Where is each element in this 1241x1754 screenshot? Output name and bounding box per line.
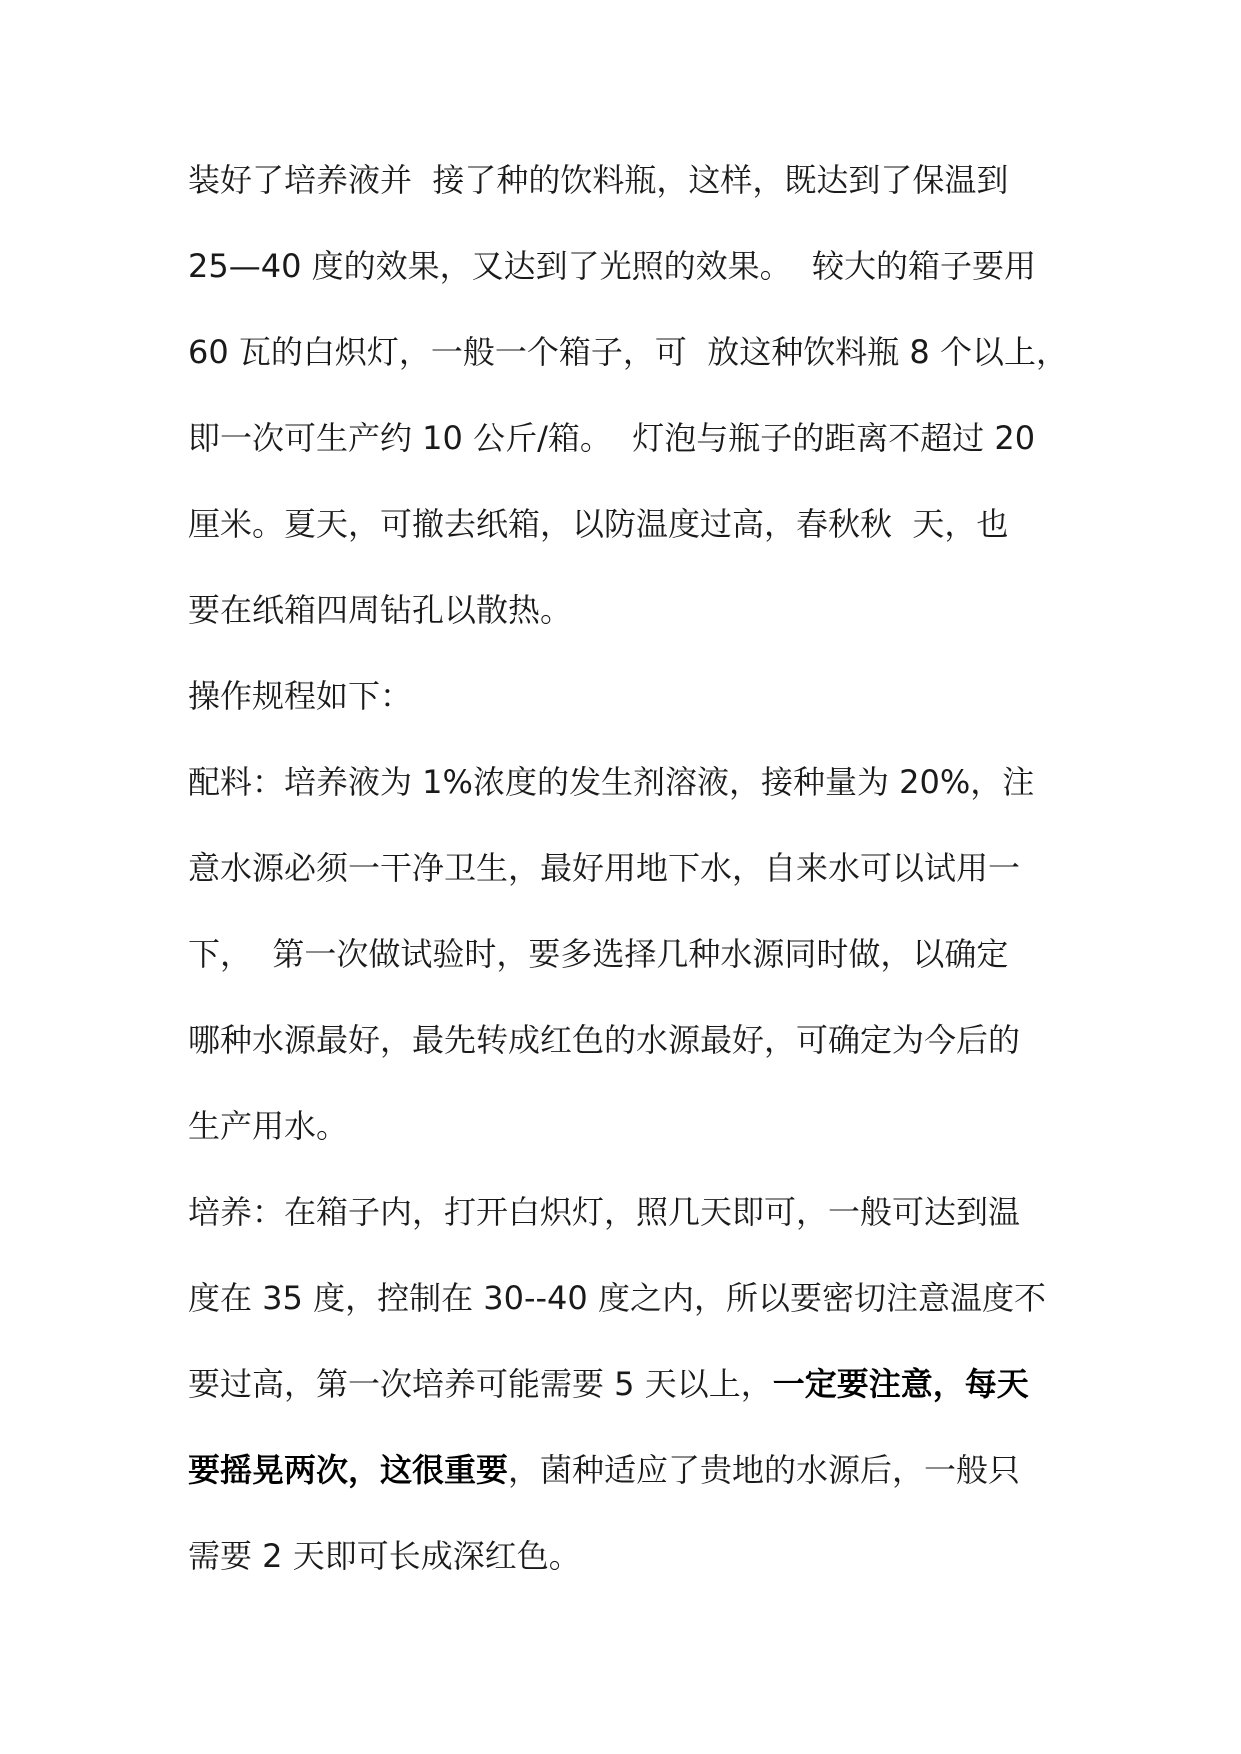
text-line	[188, 1354, 1088, 1440]
text-line: 装好了培养液并 接了种的饮料瓶，这样，既达到了保温到	[188, 161, 1009, 199]
text-line: 配料：培养液为 1%浓度的发生剂溶液，接种量为 20%，注	[188, 763, 1035, 801]
text-line: 厘米。夏天，可撤去纸箱，以防温度过高，春秋秋 天，也	[188, 505, 1009, 543]
text-line	[188, 1440, 1088, 1526]
text-line: 意水源必须一干净卫生，最好用地下水，自来水可以试用一	[188, 849, 1021, 887]
text-line: 60 瓦的白炽灯，一般一个箱子，可 放这种饮料瓶 8 个以上，	[188, 333, 1068, 371]
text-line: 哪种水源最好，最先转成红色的水源最好，可确定为今后的	[188, 1021, 1021, 1059]
text-line: 即一次可生产约 10 公斤/箱。 灯泡与瓶子的距离不超过 20	[188, 419, 1036, 457]
text-line: 25—40 度的效果，又达到了光照的效果。 较大的箱子要用	[188, 247, 1036, 285]
text-run: ，菌种适应了贵地的水源后，一般只	[508, 1451, 1021, 1489]
document-body	[188, 150, 1088, 1612]
text-line: 度在 35 度，控制在 30--40 度之内，所以要密切注意温度不	[188, 1279, 1046, 1317]
emphasis-text: 要摇晃两次，这很重要	[188, 1451, 509, 1489]
text-line: 生产用水。	[188, 1107, 349, 1145]
text-line: 需要 2 天即可长成深红色。	[188, 1537, 581, 1575]
emphasis-text: 一定要注意，每天	[772, 1365, 1029, 1403]
section-heading: 操作规程如下：	[188, 677, 413, 715]
text-run: 要过高，第一次培养可能需要 5 天以上，	[188, 1365, 773, 1403]
text-line: 要在纸箱四周钻孔以散热。	[188, 591, 573, 629]
text-line: 培养：在箱子内，打开白炽灯，照几天即可，一般可达到温	[188, 1193, 1021, 1231]
text-line: 下， 第一次做试验时，要多选择几种水源同时做，以确定	[188, 935, 1009, 973]
